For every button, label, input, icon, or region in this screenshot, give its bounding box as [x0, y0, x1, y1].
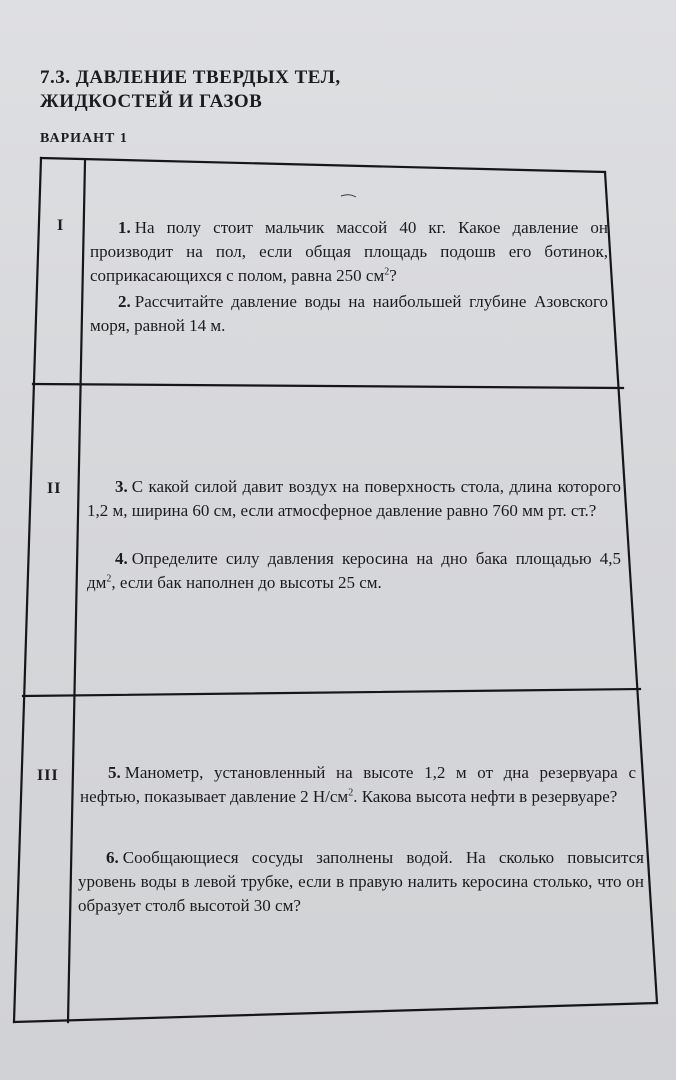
row-divider-2 — [23, 689, 640, 696]
task-superscript: 2 — [348, 787, 354, 799]
section-title: 7.3. ДАВЛЕНИЕ ТВЕРДЫХ ТЕЛ, ЖИДКОСТЕЙ И ГАЗОВ — [40, 67, 341, 112]
task-text: Определите силу давления керосина на дно бака площадью 4,5 дм — [87, 549, 621, 592]
task-text-tail: ? — [389, 266, 397, 285]
table-top-border — [41, 158, 605, 172]
task-number: 5. — [108, 763, 121, 782]
table-bottom-border — [14, 1003, 657, 1022]
task-text: Сообщающиеся сосуды заполнены водой. На сколько повысится уровень воды в левой трубке, если в правую налить керосина столько, что он образует столб высотой 30 см? — [78, 848, 644, 915]
table-left-border — [14, 158, 41, 1022]
task-text: На полу стоит мальчик массой 40 кг. Какое давление он производит на пол, если общая площадь подошв его ботинок, соприкасающихся с полом, равна 250 см — [90, 218, 608, 285]
task-number: 3. — [115, 477, 128, 496]
task-1 — [90, 216, 608, 288]
task-text: Манометр, установленный на высоте 1,2 м от дна резервуара с нефтью, показывает давление 2 Н/см — [80, 763, 636, 806]
row-label-1: I — [57, 217, 65, 234]
task-text-tail: . Какова высота нефти в резервуаре? — [353, 787, 618, 806]
row-divider-1 — [33, 384, 623, 388]
task-3 — [87, 475, 621, 523]
pencil-mark — [341, 195, 356, 197]
task-superscript: 2 — [106, 573, 112, 585]
task-text: С какой силой давит воздух на поверхность стола, длина которого 1,2 м, ширина 60 см, если атмосферное давление равно 760 мм рт. ст.? — [87, 477, 621, 520]
row-label-3: III — [37, 767, 59, 784]
variant-label: ВАРИАНТ 1 — [40, 131, 128, 146]
task-5 — [80, 761, 636, 809]
task-number: 4. — [115, 549, 128, 568]
task-6 — [78, 846, 644, 918]
task-2 — [90, 290, 608, 338]
task-number: 1. — [118, 218, 131, 237]
task-number: 2. — [118, 292, 131, 311]
row-label-2: II — [47, 480, 62, 497]
task-text: Рассчитайте давление воды на наибольшей глубине Азовского моря, равной 14 м. — [90, 292, 608, 335]
task-text-tail: , если бак наполнен до высоты 25 см. — [111, 573, 382, 592]
task-4 — [87, 547, 621, 595]
task-superscript: 2 — [384, 266, 390, 278]
task-number: 6. — [106, 848, 119, 867]
